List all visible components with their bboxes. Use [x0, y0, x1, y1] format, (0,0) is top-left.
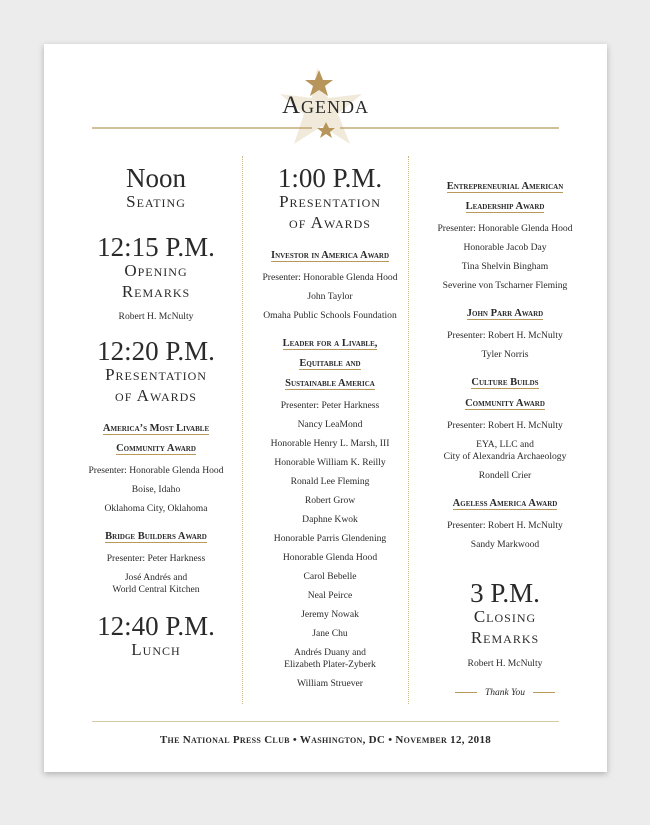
awardee: Tyler Norris — [481, 349, 529, 361]
agenda-column-2 — [248, 162, 412, 690]
award-title-line: America’s Most Livable — [102, 422, 210, 434]
awardee: Honorable Jacob Day — [463, 242, 547, 254]
awardee: Elizabeth Plater-Zyberk — [284, 659, 376, 671]
award-title-line: Investor in America Award — [270, 249, 390, 261]
label-lunch: Lunch — [131, 640, 181, 660]
label-remarks: Remarks — [470, 627, 540, 647]
award-title-line: Ageless America Award — [452, 497, 558, 509]
awardee: EYA, LLC and — [476, 438, 534, 450]
time-1240: 12:40 P.M. — [97, 611, 215, 642]
agenda-page — [44, 44, 607, 772]
award-title-line: John Parr Award — [466, 308, 544, 320]
label-seating: Seating — [126, 192, 186, 212]
time-1215: 12:15 P.M. — [97, 232, 215, 263]
awardee: Jeremy Nowak — [301, 609, 359, 621]
presenter: Presenter: Honorable Glenda Hood — [437, 223, 573, 235]
award-title-line: Leadership Award — [465, 201, 545, 213]
thank-you-rule-left — [455, 692, 477, 693]
awardee: Rondell Crier — [478, 469, 532, 481]
awardee: Nancy LeaMond — [297, 419, 363, 431]
award-entrepreneurial — [412, 174, 598, 292]
time-1220: 12:20 P.M. — [97, 335, 215, 366]
awardee: Honorable Henry L. Marsh, III — [270, 438, 390, 450]
thank-you — [412, 688, 598, 698]
award-john-parr — [412, 301, 598, 361]
awardee: José Andrés and — [124, 572, 188, 584]
award-title-line: Community Award — [465, 397, 545, 409]
awardee: Andrés Duany and — [294, 647, 366, 659]
label-presentation: Presentation — [105, 365, 207, 385]
awardee: Honorable Parris Glendening — [273, 533, 387, 545]
awardee: Daphne Kwok — [302, 514, 358, 526]
speaker-opening: Robert H. McNulty — [118, 310, 194, 322]
time-noon: Noon — [126, 163, 186, 193]
award-title-line: Community Award — [116, 442, 196, 454]
awardee: Boise, Idaho — [131, 484, 181, 496]
award-title-line: Leader for a Livable, — [282, 337, 378, 349]
label-of-awards: of Awards — [289, 213, 371, 233]
awardee: Neal Peirce — [307, 590, 353, 602]
footer-rule — [92, 721, 559, 722]
awardee: Robert Grow — [304, 495, 356, 507]
agenda-header — [44, 44, 607, 154]
awardee: Carol Bebelle — [303, 571, 357, 583]
awardee: Sandy Markwood — [470, 538, 540, 550]
award-title-line: Equitable and — [299, 358, 361, 370]
label-of-awards: of Awards — [115, 385, 197, 405]
award-title-line: Entrepreneurial American — [446, 181, 564, 192]
label-opening: Opening — [124, 261, 188, 281]
presenter: Presenter: Honorable Glenda Hood — [262, 271, 398, 283]
awardee: William Struever — [297, 678, 363, 690]
award-title-line: Sustainable America — [285, 378, 375, 390]
awardee: Omaha Public Schools Foundation — [263, 309, 397, 321]
award-culture-builds — [412, 370, 598, 481]
awardee: City of Alexandria Archaeology — [443, 450, 567, 462]
thank-you-text: Thank You — [484, 687, 526, 698]
footer-venue-date: The National Press Club • Washington, DC • November 12, 2018 — [159, 734, 492, 746]
presenter: Presenter: Honorable Glenda Hood — [88, 465, 224, 477]
award-leader-livable — [248, 331, 412, 690]
agenda-column-3 — [412, 162, 598, 698]
awardee: Severine von Tscharner Fleming — [442, 280, 568, 292]
agenda-title: Agenda — [281, 92, 370, 119]
awardee: Honorable William K. Reilly — [274, 457, 386, 469]
awardee: Ronald Lee Fleming — [290, 476, 370, 488]
awardee: World Central Kitchen — [112, 584, 200, 596]
presenter: Presenter: Peter Harkness — [280, 400, 380, 412]
time-3pm: 3 P.M. — [470, 577, 540, 608]
presenter: Presenter: Peter Harkness — [106, 553, 206, 565]
award-ageless-america — [412, 491, 598, 551]
agenda-column-1 — [58, 162, 254, 661]
speaker-closing: Robert H. McNulty — [467, 657, 543, 669]
awardee: Jane Chu — [312, 628, 348, 640]
presenter: Presenter: Robert H. McNulty — [447, 330, 563, 342]
awardee: Tina Shelvin Bingham — [461, 261, 549, 273]
thank-you-rule-right — [533, 692, 555, 693]
time-100: 1:00 P.M. — [277, 163, 383, 193]
award-title-line: Bridge Builders Award — [105, 530, 207, 542]
award-investor-in-america — [248, 243, 412, 322]
awardee: Oklahoma City, Oklahoma — [104, 503, 208, 514]
awardee: Honorable Glenda Hood — [282, 552, 378, 564]
presenter: Presenter: Robert H. McNulty — [447, 519, 563, 531]
label-presentation: Presentation — [279, 192, 381, 212]
presenter: Presenter: Robert H. McNulty — [447, 419, 563, 431]
award-bridge-builders — [58, 524, 254, 596]
award-most-livable — [58, 416, 254, 515]
award-title-line: Culture Builds — [471, 377, 539, 389]
awardee: John Taylor — [307, 290, 353, 302]
label-remarks: Remarks — [121, 282, 191, 302]
label-closing: Closing — [473, 607, 537, 627]
